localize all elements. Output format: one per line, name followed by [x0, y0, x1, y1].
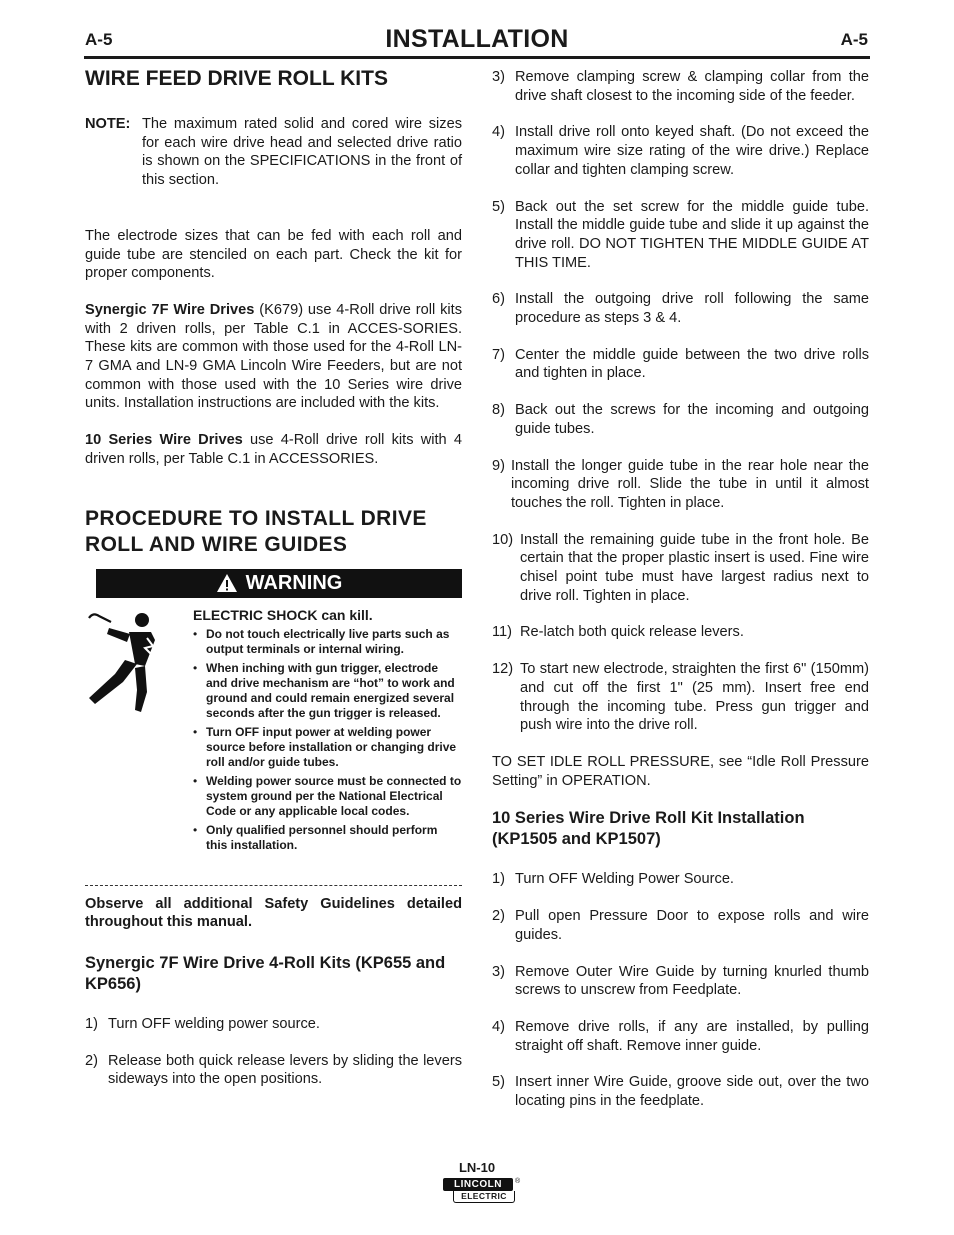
header-rule [84, 56, 870, 59]
term-10-series: 10 Series Wire Drives [85, 432, 243, 449]
model-number: LN-10 [458, 1160, 496, 1175]
left-column [85, 66, 462, 1089]
synergic-steps-left [85, 1015, 462, 1089]
paragraph-electrode-sizes: The electrode sizes that can be fed with each roll and guide tube are stenciled on each part. Check the kit for proper components. [85, 227, 462, 282]
step-item: 5) Insert inner Wire Guide, groove side out, over the two locating pins in the feedplate. [492, 1074, 869, 1110]
section-heading-procedure: PROCEDURE TO INSTALL DRIVE ROLL AND WIRE GUIDES [85, 506, 427, 556]
step-item: 11) Re-latch both quick release levers. [492, 624, 744, 641]
logo-electric: ELECTRIC [453, 1191, 515, 1203]
step-item: 3) Remove clamping screw & clamping collar from the drive shaft closest to the incoming side of the feeder. [492, 69, 869, 104]
warning-item: • Do not touch electrically live parts such as output terminals or internal wiring. [193, 626, 450, 656]
subheading-synergic-kits: Synergic 7F Wire Drive 4-Roll Kits (KP655 and KP656) [85, 953, 446, 993]
paragraph-10-series: 10 Series Wire Drives use 4-Roll drive roll kits with 4 driven rolls, per Table C.1 in ACCESSORIES. [85, 432, 462, 467]
footer [0, 1160, 954, 1205]
warning-banner [96, 569, 462, 598]
step-item: 2) Release both quick release levers by sliding the levers sideways into the open positions. [85, 1052, 462, 1088]
warning-item: • Turn OFF input power at welding power source before installation or changing drive roll and/or guide tubes. [193, 724, 457, 769]
note [85, 115, 462, 190]
step-item: 2) Pull open Pressure Door to expose rolls and wire guides. [492, 908, 869, 943]
step-item: 8) Back out the screws for the incoming and outgoing guide tubes. [492, 402, 869, 437]
warning-item: • Only qualified personnel should perform this installation. [193, 822, 438, 852]
idle-roll-note: TO SET IDLE ROLL PRESSURE, see “Idle Roll Pressure Setting” in OPERATION. [492, 753, 869, 789]
warning-label: WARNING [245, 571, 343, 594]
note-label: NOTE: [85, 116, 131, 132]
step-item: 4) Remove drive rolls, if any are installed, by pulling straight off shaft. Remove inner guide. [492, 1018, 869, 1054]
electric-shock-icon [85, 608, 193, 857]
dashed-divider [85, 885, 462, 886]
warning-text [193, 608, 462, 857]
step-item: 6) Install the outgoing drive roll following the same procedure as steps 3 & 4. [492, 291, 869, 327]
page-number-left: A-5 [85, 30, 113, 49]
step-item: 1) Turn OFF welding power source. [85, 1015, 320, 1032]
term-synergic: Synergic 7F Wire Drives [85, 301, 255, 318]
logo-lincoln: LINCOLN [443, 1178, 513, 1191]
series10-steps [492, 870, 869, 1110]
step-item: 9) Install the longer guide tube in the rear hole near the incoming drive roll. Slide the tube in until it almost touches the roll. Tighten in place. [492, 457, 869, 511]
step-item: 3) Remove Outer Wire Guide by turning knurled thumb screws to unscrew from Feedplate. [492, 963, 869, 999]
observe-guidelines: Observe all additional Safety Guidelines detailed throughout this manual. [85, 895, 462, 931]
warning-box [85, 608, 462, 857]
logo-registered-mark: ® [515, 1178, 521, 1185]
step-item: 12) To start new electrode, straighten the first 6" (150mm) and cut off the first 1" (25 mm). Insert free end through the incoming tube. Press gun trigger and push wire into the drive roll. [492, 661, 869, 734]
page-number-right: A-5 [840, 30, 868, 49]
lincoln-electric-logo [0, 1178, 954, 1205]
step-item: 5) Back out the set screw for the middle guide tube. Install the middle guide tube and slide it up against the drive roll. DO NOT TIGHTEN THE MIDDLE GUIDE AT THIS TIME. [492, 198, 869, 271]
page-title: INSTALLATION [385, 25, 569, 53]
synergic-steps-right [492, 68, 869, 735]
warning-headline: ELECTRIC SHOCK can kill. [193, 606, 373, 623]
step-item: 1) Turn OFF Welding Power Source. [492, 871, 734, 888]
warning-item: • Welding power source must be connected to system ground per the National Electrical Code or any applicable local codes. [193, 773, 462, 818]
warning-list [193, 627, 462, 853]
warning-item: • When inching with gun trigger, electrode and drive mechanism are “hot” to work and ground and could remain energized several seconds after the gun trigger is released. [193, 660, 455, 720]
note-text: The maximum rated solid and cored wire sizes for each wire drive head and selected drive ratio is shown on the SPECIFICATIONS in the front of this section. [142, 116, 462, 189]
subheading-10-series-kit: 10 Series Wire Drive Roll Kit Installation (KP1505 and KP1507) [492, 809, 805, 849]
step-item: 7) Center the middle guide between the two drive rolls and tighten in place. [492, 346, 869, 382]
right-column [492, 68, 869, 1111]
step-item: 10) Install the remaining guide tube in the front hole. Be certain that the proper plastic insert is used. Fine wire chisel point tube must have largest radius next to drive roll. Tighten in place. [492, 531, 869, 604]
section-heading-drive-roll-kits: WIRE FEED DRIVE ROLL KITS [85, 67, 388, 90]
warning-triangle-icon [216, 573, 238, 593]
step-item: 4) Install drive roll onto keyed shaft. (Do not exceed the maximum wire size rating of the wire drive.) Replace collar and tighten clamping screw. [492, 124, 869, 178]
paragraph-synergic-drives: Synergic 7F Wire Drives (K679) use 4-Roll drive roll kits with 2 driven rolls, per Table C.1 in ACCES-SORIES. These kits are common with those used for the 4-Roll LN-7 GMA and LN-9 GMA Lincoln Wire Feeders, but are not common with those used with the 10 Series wire drive units. Installation instructions are included with the kits. [85, 301, 462, 412]
